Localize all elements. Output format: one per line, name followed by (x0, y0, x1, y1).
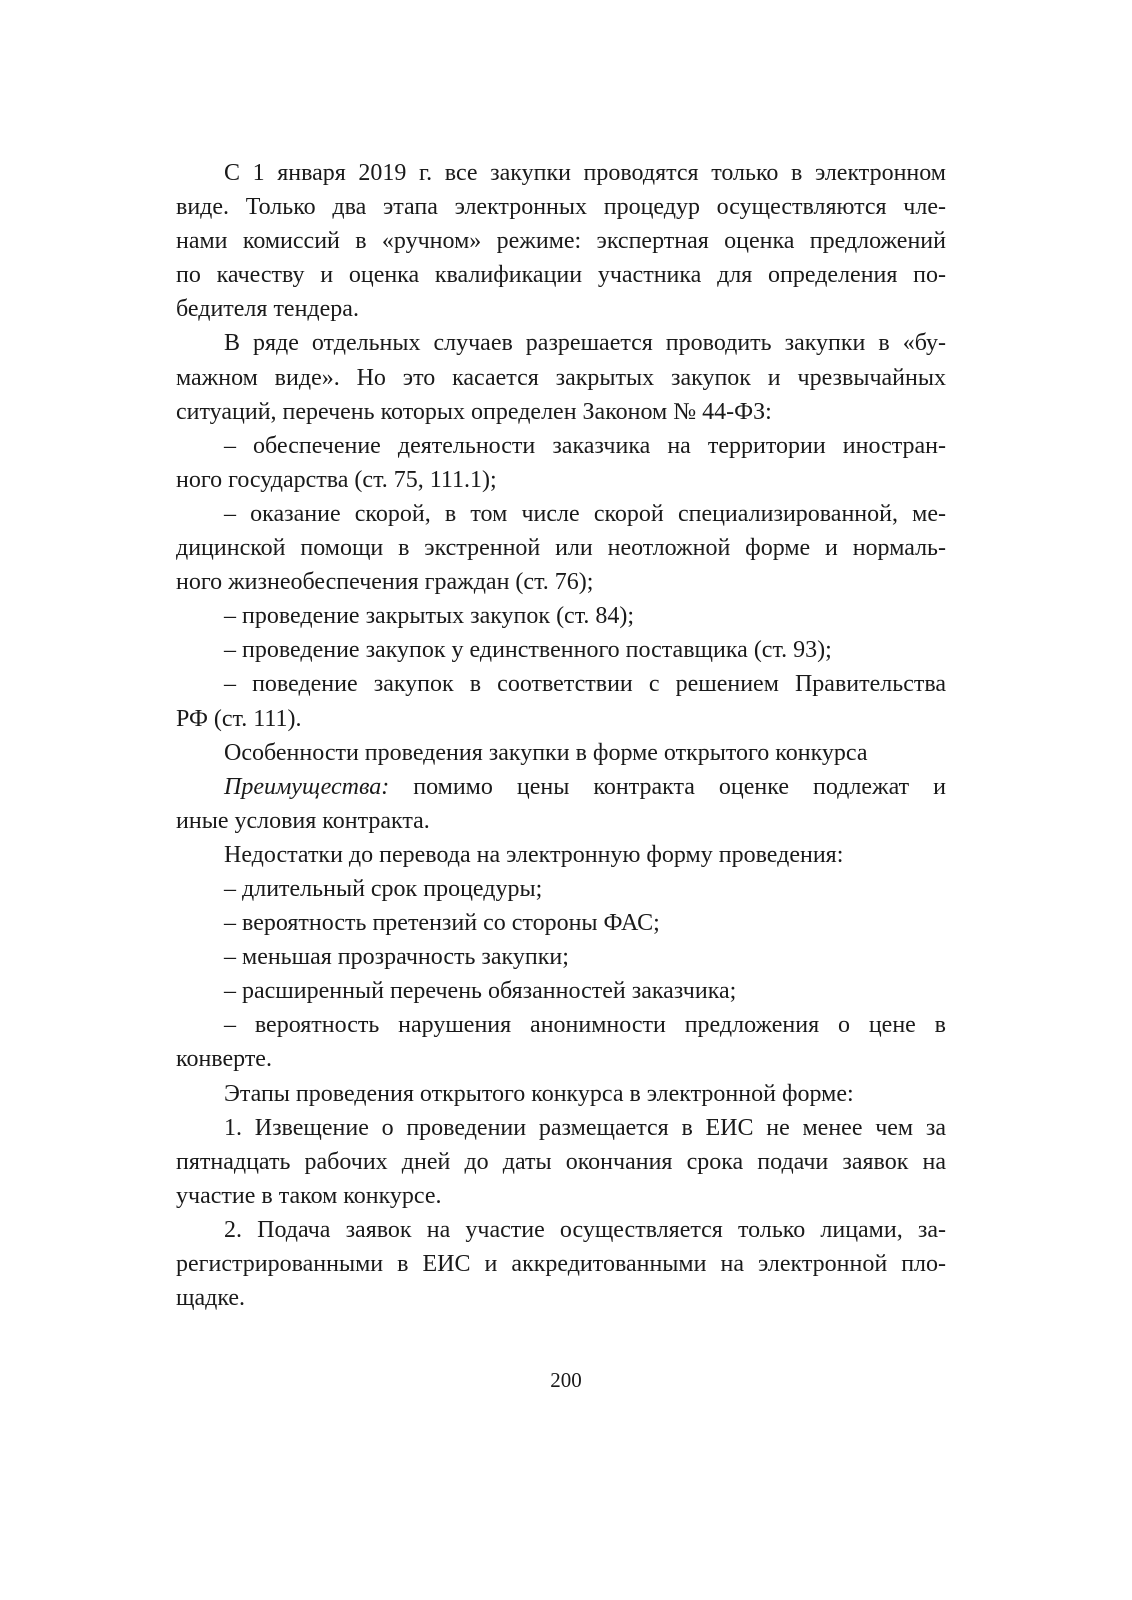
text-line: щадке. (176, 1285, 246, 1312)
text-line: дицинской помощи в экстренной или неотложной форме и нормаль- (176, 535, 946, 562)
text-line: мажном виде». Но это касается закрытых закупок и чрезвычайных (176, 364, 946, 391)
list-item: – длительный срок процедуры; (224, 875, 543, 902)
text-line: бедителя тендера. (176, 296, 359, 323)
text-line: В ряде отдельных случаев разрешается проводить закупки в «бу- (224, 330, 946, 357)
section-heading: Особенности проведения закупки в форме открытого конкурса (224, 739, 868, 766)
text-line: иные условия контракта. (176, 807, 430, 834)
list-item: – проведение закрытых закупок (ст. 84); (224, 603, 635, 630)
list-item: – обеспечение деятельности заказчика на территории иностран- (224, 432, 946, 459)
italic-lead: Преимущества: (224, 773, 390, 800)
text-line: РФ (ст. 111). (176, 705, 302, 732)
page-number: 200 (550, 1368, 582, 1392)
text-line: Этапы проведения открытого конкурса в электронной форме: (224, 1080, 854, 1107)
text-line: Недостатки до перевода на электронную форму проведения: (224, 841, 844, 868)
numbered-item: 1. Извещение о проведении размещается в ЕИС не менее чем за (224, 1114, 946, 1141)
text-line: пятнадцать рабочих дней до даты окончания срока подачи заявок на (176, 1148, 946, 1175)
numbered-item: 2. Подача заявок на участие осуществляется только лицами, за- (224, 1216, 946, 1243)
text-line: ситуаций, перечень которых определен Законом № 44-ФЗ: (176, 398, 772, 425)
text-line: ного жизнеобеспечения граждан (ст. 76); (176, 569, 594, 596)
text-line (176, 770, 946, 804)
text-line: регистрированными в ЕИС и аккредитованными на электронной пло- (176, 1251, 946, 1277)
text-line: конверте. (176, 1046, 272, 1073)
list-item: – меньшая прозрачность закупки; (224, 944, 569, 971)
list-item: – вероятность нарушения анонимности предложения о цене в (224, 1012, 946, 1039)
text-line: участие в таком конкурсе. (176, 1182, 442, 1209)
text-line: ного государства (ст. 75, 111.1); (176, 466, 497, 493)
list-item: – оказание скорой, в том числе скорой специализированной, ме- (224, 500, 946, 527)
text-line: по качеству и оценка квалификации участника для определения по- (176, 262, 946, 289)
text-line: нами комиссий в «ручном» режиме: экспертная оценка предложений (176, 228, 946, 255)
list-item: – поведение закупок в соответствии с решением Правительства (224, 671, 946, 698)
text-line: виде. Только два этапа электронных процедур осуществляются чле- (176, 194, 946, 221)
text-line: С 1 января 2019 г. все закупки проводятся только в электронном (224, 160, 946, 186)
list-item: – проведение закупок у единственного поставщика (ст. 93); (224, 637, 832, 664)
list-item: – расширенный перечень обязанностей заказчика; (224, 978, 737, 1005)
page-body (176, 156, 946, 1315)
list-item: – вероятность претензий со стороны ФАС; (224, 910, 660, 937)
text-span: помимо цены контракта оценке подлежат и (389, 773, 946, 800)
